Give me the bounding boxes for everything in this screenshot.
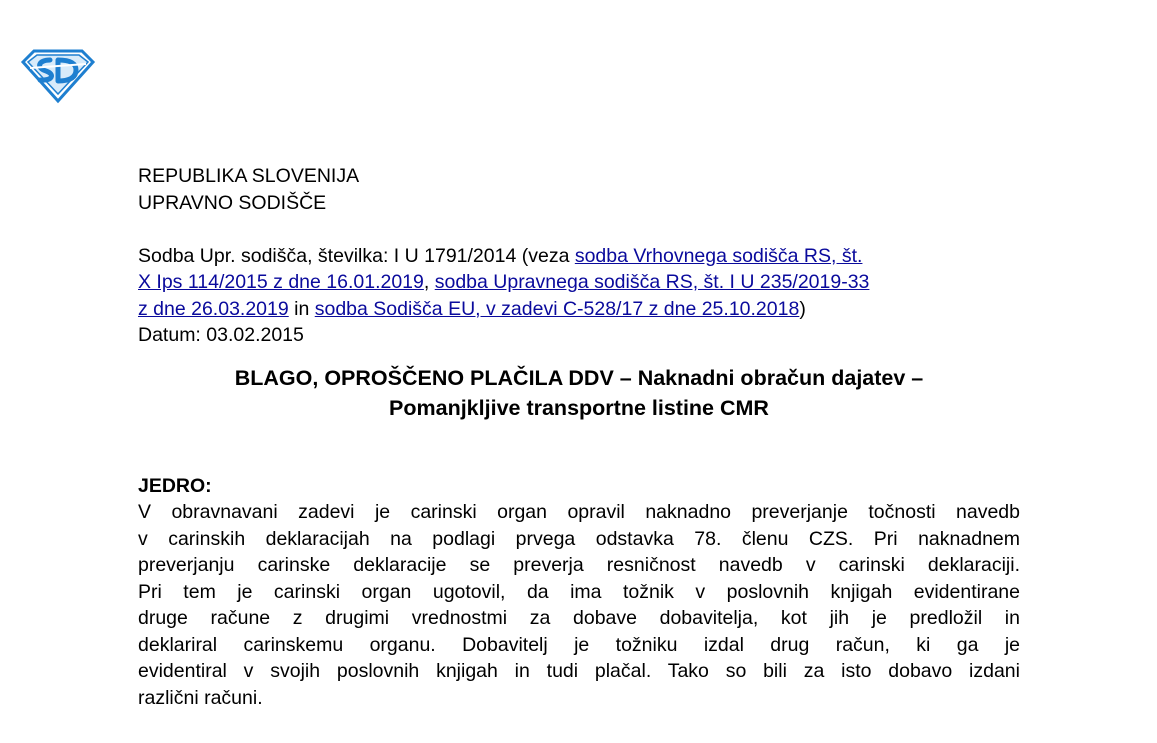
jedro-line: v carinskih deklaracijah na podlagi prvega odstavka 78. členu CZS. Pri naknadnem xyxy=(138,527,1020,550)
jedro-line: V obravnavani zadevi je carinski organ opravil naknadno preverjanje točnosti navedb xyxy=(138,501,1020,523)
citation-link-vrhovno[interactable]: sodba Vrhovnega sodišča RS, št. xyxy=(574,244,863,267)
document-body xyxy=(138,163,1020,711)
jedro-heading: JEDRO: xyxy=(138,474,212,497)
citation-link-upravno[interactable]: sodba Upravnega sodišča RS, št. I U 235/2019-33 xyxy=(434,271,870,293)
citation-line-3 xyxy=(138,296,1020,323)
citation-comma: , xyxy=(423,271,435,293)
citation-link-vrhovno-cont[interactable]: X Ips 114/2015 z dne 16.01.2019 xyxy=(138,271,424,293)
citation-date: Datum: 03.02.2015 xyxy=(138,324,304,346)
citation-block xyxy=(138,243,1020,349)
jedro-line: evidentiral v svojih poslovnih knjigah in tudi plačal. Tako so bili za isto dobavo izdani xyxy=(138,660,1020,682)
citation-prefix: Sodba Upr. sodišča, številka: I U 1791/2014 (veza xyxy=(138,244,575,267)
jedro-line: preverjanju carinske deklaracije se preverja resničnost navedb v carinski deklaraciji. xyxy=(138,554,1020,576)
title-line-1: BLAGO, OPROŠČENO PLAČILA DDV – Naknadni obračun dajatev – xyxy=(234,365,924,390)
jedro-line: deklariral carinskemu organu. Dobavitelj je tožniku izdal drug račun, ki ga je xyxy=(138,633,1020,656)
citation-in: in xyxy=(288,297,315,320)
document-title xyxy=(138,363,1020,423)
citation-close: ) xyxy=(799,297,806,320)
title-line-2: Pomanjkljive transportne listine CMR xyxy=(389,395,769,420)
header-line-1: REPUBLIKA SLOVENIJA xyxy=(138,165,360,187)
citation-link-sodisce-eu[interactable]: sodba Sodišča EU, v zadevi C-528/17 z dne 25.10.2018 xyxy=(314,297,800,320)
citation-line-2 xyxy=(138,269,1020,296)
header-line-2: UPRAVNO SODIŠČE xyxy=(138,191,327,214)
jedro-line: različni računi. xyxy=(138,686,263,709)
jedro-line: Pri tem je carinski organ ugotovil, da ima tožnik v poslovnih knjigah evidentirane xyxy=(138,580,1020,603)
sd-logo-icon xyxy=(20,48,96,104)
jedro-section xyxy=(138,473,1020,712)
citation-link-upravno-cont[interactable]: z dne 26.03.2019 xyxy=(138,297,289,320)
jedro-line: druge račune z drugimi vrednostmi za dobave dobavitelja, kot jih je predložil in xyxy=(138,607,1020,629)
citation-line-1 xyxy=(138,243,1020,270)
